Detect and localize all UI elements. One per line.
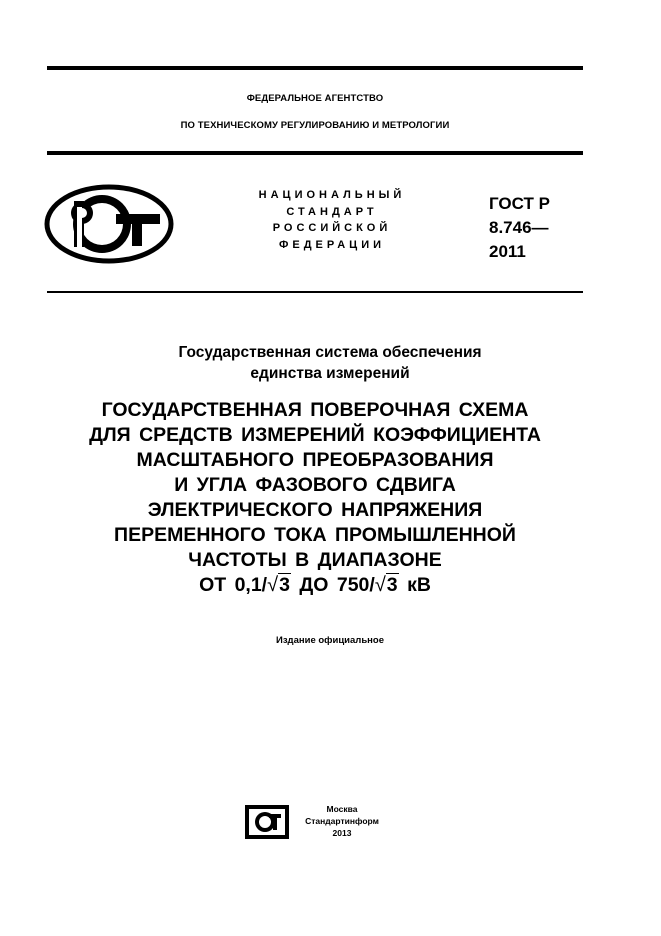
title-line-3: МАСШТАБНОГО ПРЕОБРАЗОВАНИЯ [136,449,494,471]
title-line-7: ЧАСТОТЫ В ДИАПАЗОНЕ [188,549,442,571]
title-line-4: И УГЛА ФАЗОВОГО СДВИГА [174,474,456,496]
range-prefix: ОТ 0,1/ [199,574,268,596]
publisher-name: Стандартинформ [305,816,379,826]
header-rule [47,151,583,155]
publisher-city: Москва [326,804,358,814]
rst-logo-icon [44,184,174,264]
range-root-1: 3 [279,574,290,596]
designation-line-1: ГОСТ Р [489,194,550,213]
standartinform-logo-icon [245,805,289,839]
document-title [20,398,610,598]
range-root-2: 3 [386,574,398,596]
series-line-2: единства измерений [250,365,410,382]
edition-label: Издание официальное [276,635,384,646]
standard-type [232,187,432,253]
designation-line-2: 8.746— [489,218,549,237]
designation-line-3: 2011 [489,242,526,261]
publisher-block [294,803,390,839]
title-line-5: ЭЛЕКТРИЧЕСКОГО НАПРЯЖЕНИЯ [147,499,483,521]
series-line-1: Государственная система обеспечения [178,344,482,361]
standard-type-line-4: ФЕДЕРАЦИИ [278,238,386,251]
standard-type-line-1: НАЦИОНАЛЬНЫЙ [258,189,406,201]
standard-designation [489,192,550,264]
title-range-line [20,573,610,598]
range-unit: кВ [398,574,431,596]
designation-rule [47,291,583,293]
top-rule [47,66,583,70]
title-line-1: ГОСУДАРСТВЕННАЯ ПОВЕРОЧНАЯ СХЕМА [101,399,529,421]
agency-line-2: ПО ТЕХНИЧЕСКОМУ РЕГУЛИРОВАНИЮ И МЕТРОЛОГИИ [180,120,450,131]
sqrt-symbol-2: √3 [374,574,398,596]
agency-line-1: ФЕДЕРАЛЬНОЕ АГЕНТСТВО [246,93,384,104]
sqrt-symbol-1: √3 [267,574,290,596]
range-middle: ДО 750/ [290,574,375,596]
title-line-2: ДЛЯ СРЕДСТВ ИЗМЕРЕНИЙ КОЭФФИЦИЕНТА [89,424,541,446]
title-line-6: ПЕРЕМЕННОГО ТОКА ПРОМЫШЛЕННОЙ [114,524,516,546]
standard-type-line-2: СТАНДАРТ [286,205,378,218]
publisher-year: 2013 [332,828,352,838]
standard-type-line-3: РОССИЙСКОЙ [272,222,392,234]
series-title [47,342,613,384]
